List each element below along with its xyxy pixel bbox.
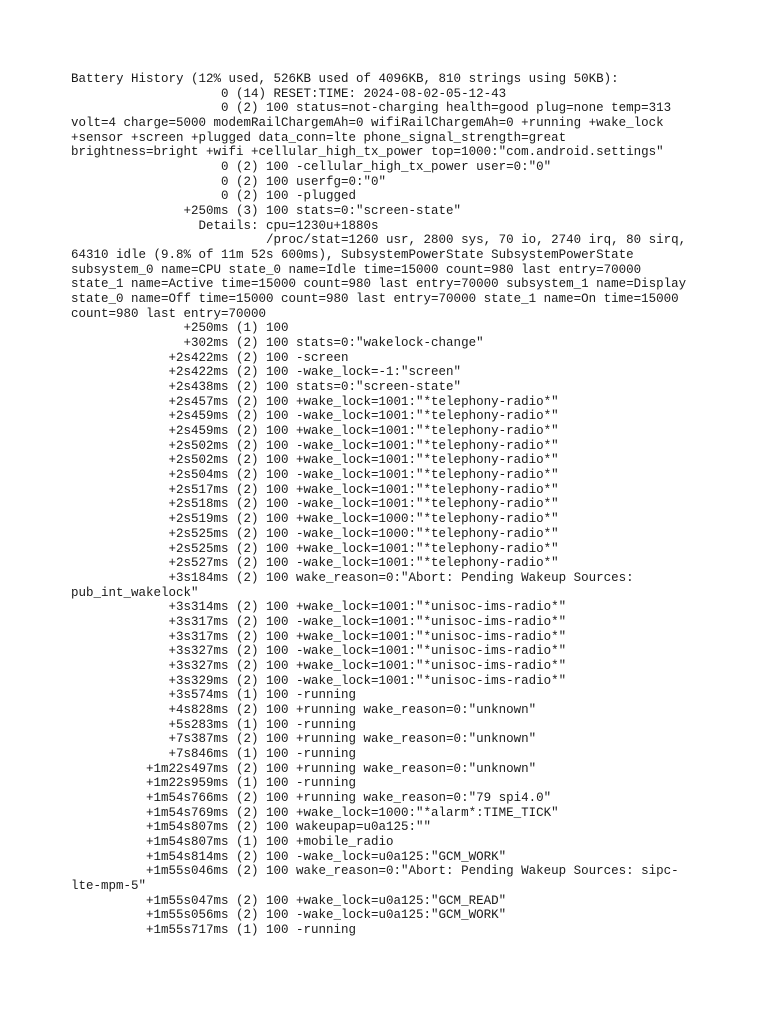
doc-line: +250ms (1) 100 (71, 321, 289, 336)
doc-line: state_1 name=Active time=15000 count=980 last entry=70000 subsystem_1 name=Display (71, 277, 687, 292)
doc-line: +2s519ms (2) 100 +wake_lock=1000:"*telephony-radio*" (71, 512, 559, 527)
doc-line: +2s422ms (2) 100 -screen (71, 350, 349, 365)
doc-line: +3s327ms (2) 100 +wake_lock=1001:"*unisoc-ims-radio*" (71, 658, 567, 673)
doc-line: 64310 idle (9.8% of 11m 52s 600ms), SubsystemPowerState SubsystemPowerState (71, 248, 634, 263)
doc-line: brightness=bright +wifi +cellular_high_tx_power top=1000:"com.android.settings" (71, 145, 664, 160)
doc-line: +2s457ms (2) 100 +wake_lock=1001:"*telephony-radio*" (71, 394, 559, 409)
doc-line: +7s846ms (1) 100 -running (71, 746, 357, 761)
doc-line: +3s329ms (2) 100 -wake_lock=1001:"*unisoc-ims-radio*" (71, 673, 567, 688)
battery-history-document (71, 72, 701, 938)
doc-line: +2s502ms (2) 100 +wake_lock=1001:"*telephony-radio*" (71, 453, 559, 468)
doc-line: +2s504ms (2) 100 -wake_lock=1001:"*telephony-radio*" (71, 468, 559, 483)
doc-line: Battery History (12% used, 526KB used of 4096KB, 810 strings using 50KB): (71, 72, 619, 86)
doc-line: +3s327ms (2) 100 -wake_lock=1001:"*unisoc-ims-radio*" (71, 644, 567, 659)
doc-line: +2s502ms (2) 100 -wake_lock=1001:"*telephony-radio*" (71, 438, 559, 453)
doc-line: volt=4 charge=5000 modemRailChargemAh=0 wifiRailChargemAh=0 +running +wake_lock (71, 116, 664, 131)
doc-line: +1m55s717ms (1) 100 -running (71, 922, 357, 937)
doc-line: +3s317ms (2) 100 +wake_lock=1001:"*unisoc-ims-radio*" (71, 629, 567, 644)
doc-line: 0 (2) 100 status=not-charging health=good plug=none temp=313 (71, 101, 672, 116)
doc-line: +3s574ms (1) 100 -running (71, 688, 357, 703)
doc-line: subsystem_0 name=CPU state_0 name=Idle time=15000 count=980 last entry=70000 (71, 262, 642, 277)
doc-line: +sensor +screen +plugged data_conn=lte phone_signal_strength=great (71, 130, 567, 145)
doc-line: +3s314ms (2) 100 +wake_lock=1001:"*unisoc-ims-radio*" (71, 600, 567, 615)
doc-line: +2s527ms (2) 100 -wake_lock=1001:"*telephony-radio*" (71, 556, 559, 571)
doc-line: +2s438ms (2) 100 stats=0:"screen-state" (71, 380, 462, 395)
doc-line: count=980 last entry=70000 (71, 306, 267, 321)
doc-line: +1m55s047ms (2) 100 +wake_lock=u0a125:"GCM_READ" (71, 893, 507, 908)
doc-line: +2s518ms (2) 100 -wake_lock=1001:"*telephony-radio*" (71, 497, 559, 512)
doc-line: lte-mpm-5" (71, 878, 147, 893)
doc-line: +250ms (3) 100 stats=0:"screen-state" (71, 204, 462, 219)
doc-line: +1m54s766ms (2) 100 +running wake_reason=0:"79 spi4.0" (71, 790, 552, 805)
doc-line: +1m54s807ms (2) 100 wakeupap=u0a125:"" (71, 820, 432, 835)
doc-line: +5s283ms (1) 100 -running (71, 717, 357, 732)
doc-line: +7s387ms (2) 100 +running wake_reason=0:"unknown" (71, 732, 537, 747)
doc-line: +2s459ms (2) 100 +wake_lock=1001:"*telephony-radio*" (71, 424, 559, 439)
doc-line: 0 (2) 100 userfg=0:"0" (71, 174, 387, 189)
doc-line: +1m54s807ms (1) 100 +mobile_radio (71, 834, 394, 849)
doc-line: state_0 name=Off time=15000 count=980 last entry=70000 state_1 name=On time=15000 (71, 292, 679, 307)
doc-line: Details: cpu=1230u+1880s (71, 218, 379, 233)
doc-line: +1m55s056ms (2) 100 -wake_lock=u0a125:"GCM_WORK" (71, 908, 507, 923)
doc-line: +4s828ms (2) 100 +running wake_reason=0:"unknown" (71, 702, 537, 717)
doc-line: +2s525ms (2) 100 -wake_lock=1000:"*telephony-radio*" (71, 526, 559, 541)
doc-line: +1m22s497ms (2) 100 +running wake_reason=0:"unknown" (71, 761, 537, 776)
doc-line: 0 (2) 100 -cellular_high_tx_power user=0:"0" (71, 160, 552, 175)
doc-line: +3s317ms (2) 100 -wake_lock=1001:"*unisoc-ims-radio*" (71, 614, 567, 629)
doc-line: +2s422ms (2) 100 -wake_lock=-1:"screen" (71, 365, 462, 380)
doc-line: +1m54s814ms (2) 100 -wake_lock=u0a125:"GCM_WORK" (71, 849, 507, 864)
doc-line: +1m54s769ms (2) 100 +wake_lock=1000:"*alarm*:TIME_TICK" (71, 805, 559, 820)
doc-line: /proc/stat=1260 usr, 2800 sys, 70 io, 2740 irq, 80 sirq, (71, 233, 687, 248)
doc-line: +1m22s959ms (1) 100 -running (71, 776, 357, 791)
doc-line: +2s459ms (2) 100 -wake_lock=1001:"*telephony-radio*" (71, 409, 559, 424)
doc-line: 0 (14) RESET:TIME: 2024-08-02-05-12-43 (71, 86, 507, 101)
doc-line: +3s184ms (2) 100 wake_reason=0:"Abort: Pending Wakeup Sources: (71, 570, 634, 585)
doc-line: +1m55s046ms (2) 100 wake_reason=0:"Abort: Pending Wakeup Sources: sipc- (71, 864, 679, 879)
doc-line: +2s525ms (2) 100 +wake_lock=1001:"*telephony-radio*" (71, 541, 559, 556)
doc-line: +302ms (2) 100 stats=0:"wakelock-change" (71, 336, 484, 351)
doc-line: +2s517ms (2) 100 +wake_lock=1001:"*telephony-radio*" (71, 482, 559, 497)
doc-line: pub_int_wakelock" (71, 585, 199, 600)
doc-line: 0 (2) 100 -plugged (71, 189, 357, 204)
